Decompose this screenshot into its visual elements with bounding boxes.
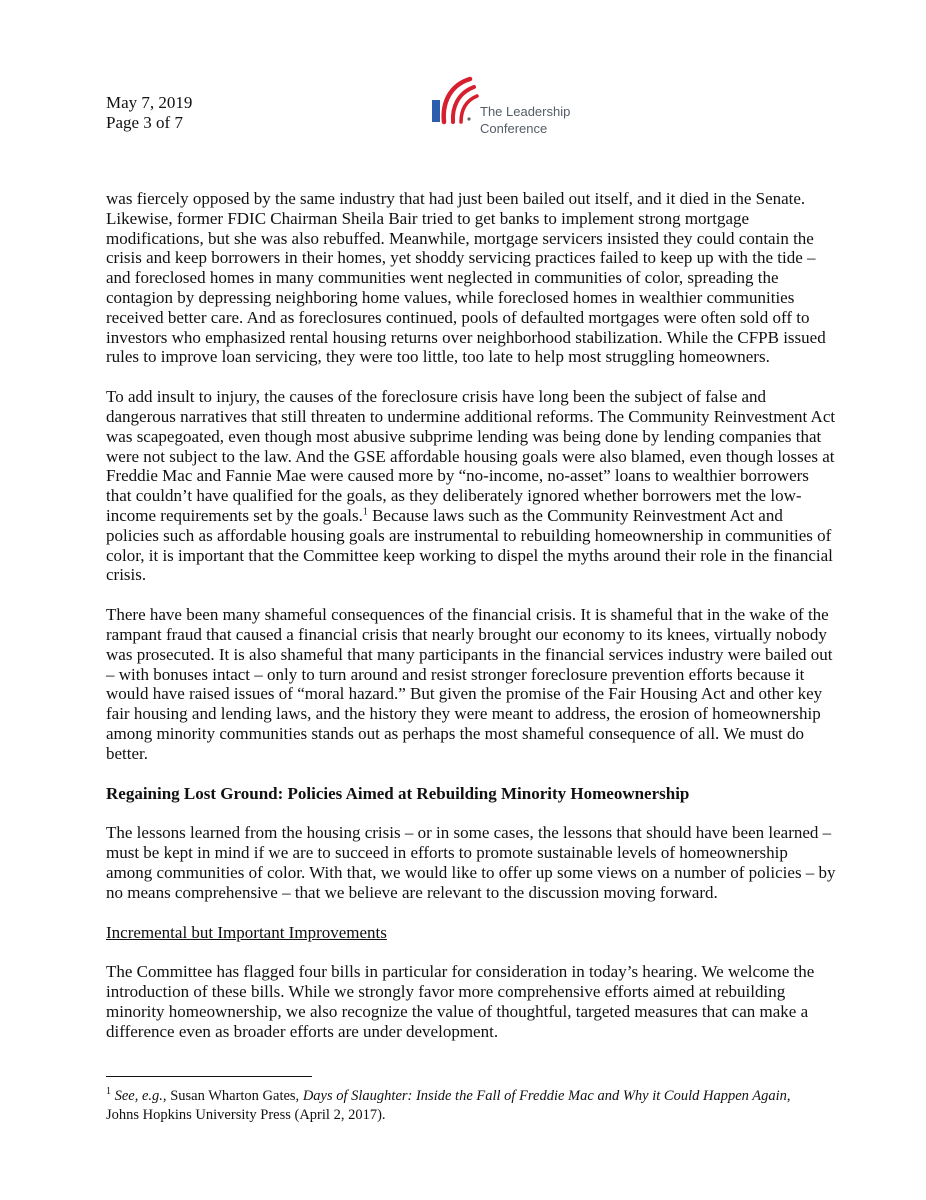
page-number: Page 3 of 7 (106, 113, 183, 132)
section-subheading: Incremental but Important Improvements (106, 922, 387, 942)
footnote-publisher: , Johns Hopkins University Press (April 2, 2017). (106, 1088, 791, 1123)
paragraph-5: The Committee has flagged four bills in particular for consideration in today’s hearing. We welcome the introduction of these bills. While we strongly favor more comprehensive efforts aimed at rebuilding minority homeownership, we also recognize the value of thoughtful, targeted measures that can make a difference even as broader efforts are under development. (106, 962, 815, 1041)
leadership-conference-logo (424, 75, 584, 136)
logo-line-1: The Leadership (480, 104, 571, 119)
logo-wordmark (480, 103, 570, 137)
logo-line-2: Conference (480, 121, 548, 136)
footnote (106, 1087, 826, 1125)
footnote-see: See, e.g., (114, 1088, 167, 1104)
paragraph-4: The lessons learned from the housing crisis – or in some cases, the lessons that should have been learned – must be kept in mind if we are to succeed in efforts to promote sustainable levels of homeownership among communities of color. With that, we would like to offer up some views on a number of policies – by no means comprehensive – that we believe are relevant to the discussion moving forward. (106, 823, 836, 902)
logo-mark-icon (424, 75, 480, 125)
letter-body (106, 189, 836, 1061)
letter-date: May 7, 2019 (106, 93, 193, 112)
paragraph-2-part-b: Because laws such as the Community Reinvestment Act and policies such as affordable housing goals are instrumental to rebuilding homeownership in communities of color, it is important that the Committee keep working to dispel the myths around their role in the financial crisis. (106, 505, 833, 585)
letter-header (106, 93, 192, 133)
footnote-title: Days of Slaughter: Inside the Fall of Freddie Mac and Why it Could Happen Again (302, 1088, 787, 1104)
paragraph-1: was fiercely opposed by the same industry that had just been bailed out itself, and it died in the Senate. Likewise, former FDIC Chairman Sheila Bair tried to get banks to implement strong mortgage modifications, but she was also rebuffed. Meanwhile, mortgage servicers insisted they could contain the crisis and keep borrowers in their homes, yet shoddy servicing practices failed to keep up with the tide – and foreclosed homes in many communities went neglected in communities of color, spreading the contagion by depressing neighboring home values, while foreclosed homes in wealthier communities received better care. And as foreclosures continued, pools of defaulted mortgages were often sold off to investors who emphasized rental housing returns over neighborhood stabilization. While the CFPB issued rules to improve loan servicing, they were too little, too late to help most struggling homeowners. (106, 189, 826, 367)
paragraph-2-part-a: To add insult to injury, the causes of the foreclosure crisis have long been the subject of false and dangerous narratives that still threaten to undermine additional reforms. The Community Reinvestment Act was scapegoated, even though most abusive subprime lending was being done by lending companies that were not subject to the law. And the GSE affordable housing goals were also blamed, even though losses at Freddie Mac and Fannie Mae were caused more by “no-income, no-asset” loans to wealthier borrowers that couldn’t have qualified for the goals, as they deliberately ignored whether borrowers met the low-income requirements set by the goals. (106, 387, 836, 525)
footnote-divider (106, 1076, 312, 1077)
footnote-author: Susan Wharton Gates, (166, 1088, 303, 1104)
footnote-reference: 1 (362, 506, 368, 518)
section-heading: Regaining Lost Ground: Policies Aimed at Rebuilding Minority Homeownership (106, 783, 690, 803)
paragraph-3: There have been many shameful consequences of the financial crisis. It is shameful that in the wake of the rampant fraud that caused a financial crisis that nearly brought our economy to its knees, virtually nobody was prosecuted. It is also shameful that many participants in the financial services industry were bailed out – with bonuses intact – only to turn around and resist stronger foreclosure prevention efforts because it would have raised issues of “moral hazard.” But given the promise of the Fair Housing Act and other key fair housing and lending laws, and the history they were meant to address, the erosion of homeownership among minority communities stands out as perhaps the most shameful consequence of all. We must do better. (106, 605, 833, 763)
paragraph-2 (106, 387, 836, 585)
footnote-number: 1 (106, 1086, 111, 1098)
